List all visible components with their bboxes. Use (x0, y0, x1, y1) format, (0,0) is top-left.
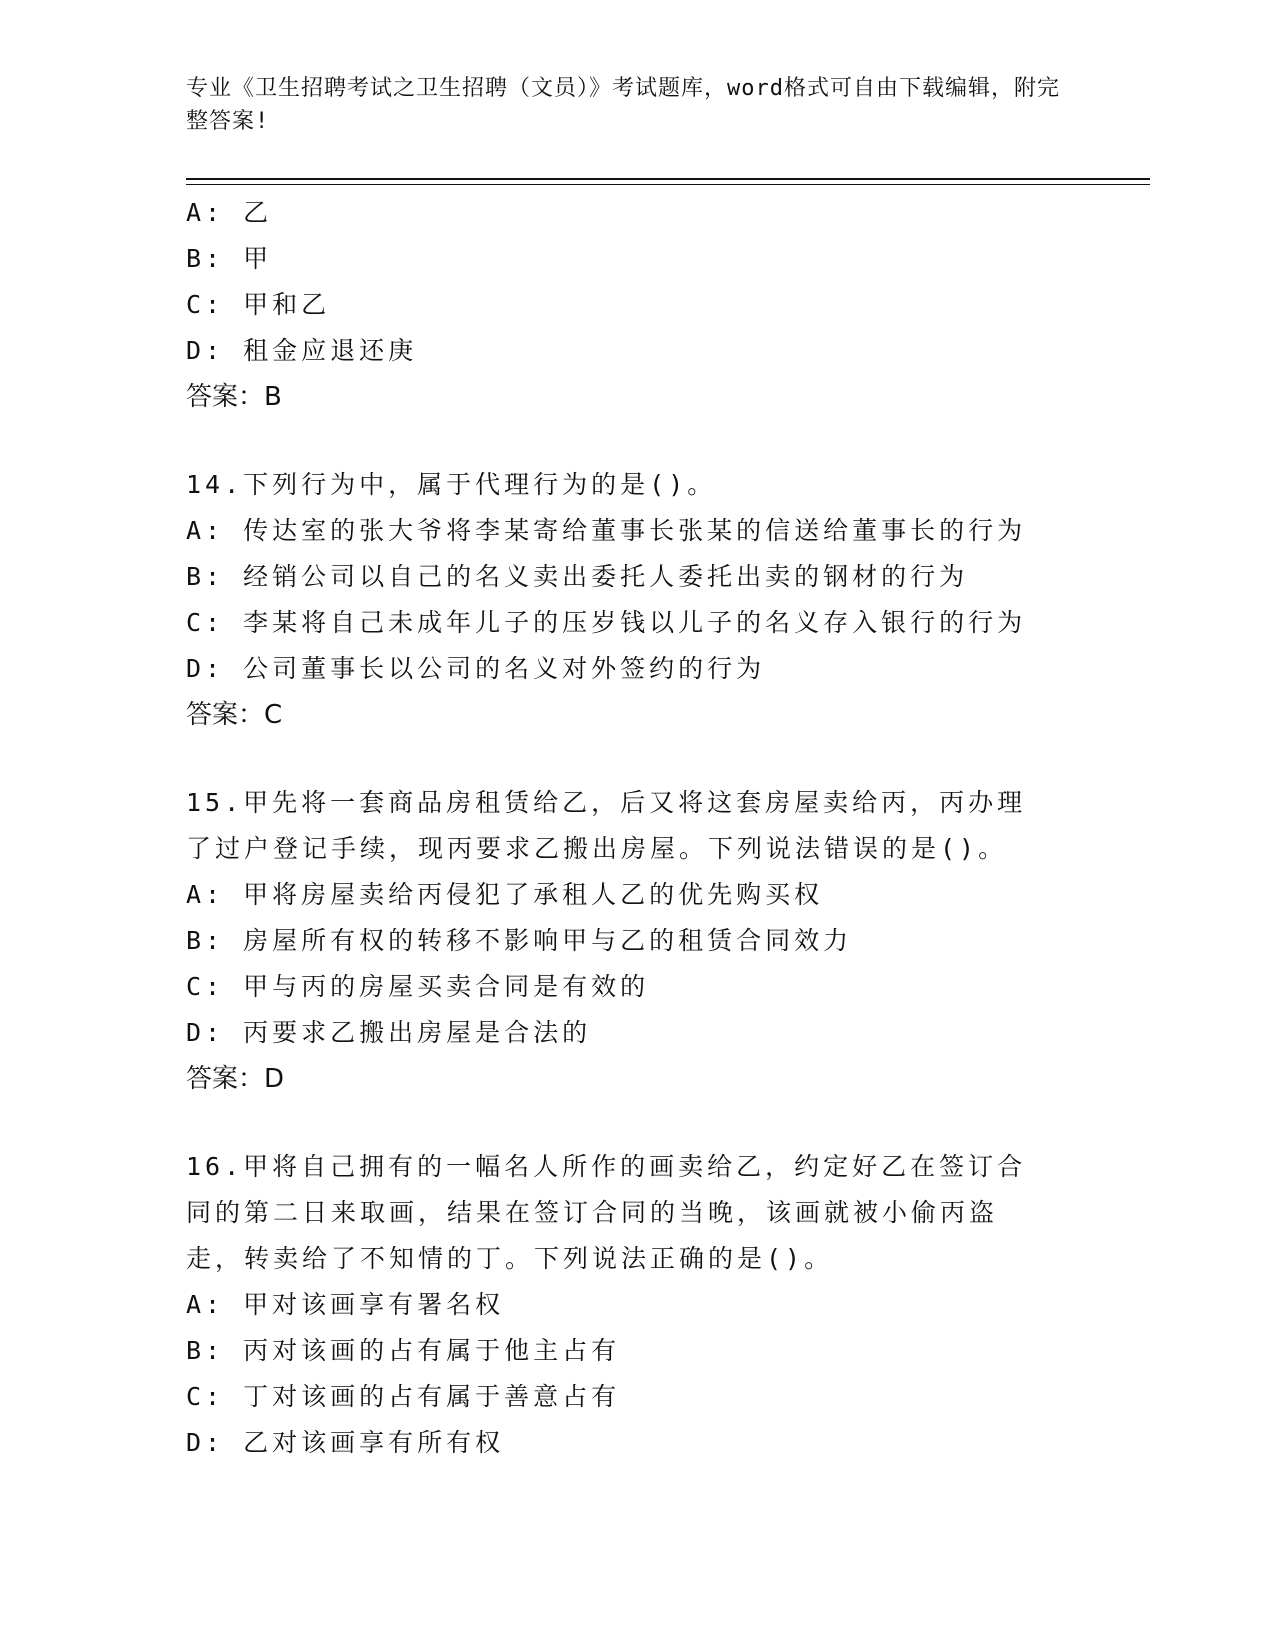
spacer (186, 420, 1086, 462)
option-a (186, 190, 1086, 236)
question-text: 15.甲先将一套商品房租赁给乙，后又将这套房屋卖给丙，丙办理了过户登记手续，现丙要求乙搬出房屋。下列说法错误的是()。 (186, 788, 1027, 863)
option-label: A: (186, 516, 244, 545)
option-b (186, 236, 1086, 282)
option-text: 公司董事长以公司的名义对外签约的行为 (243, 654, 766, 683)
option-d (186, 1010, 1086, 1056)
header-divider-thick (186, 178, 1150, 180)
option-c (186, 600, 1086, 646)
option-label: B: (186, 244, 244, 273)
option-a (186, 508, 1086, 554)
option-label: B: (186, 562, 244, 591)
option-text: 丙要求乙搬出房屋是合法的 (243, 1018, 592, 1047)
option-c (186, 1374, 1086, 1420)
answer: 答案：C (186, 700, 283, 730)
option-text: 丙对该画的占有属于他主占有 (243, 1336, 621, 1365)
option-d (186, 328, 1086, 374)
option-label: A: (186, 880, 244, 909)
option-text: 甲将房屋卖给丙侵犯了承租人乙的优先购买权 (243, 880, 824, 909)
answer: 答案：B (186, 382, 282, 412)
option-text: 乙 (243, 198, 273, 227)
option-label: C: (186, 972, 244, 1001)
option-text: 甲对该画享有署名权 (243, 1290, 505, 1319)
option-label: D: (186, 1018, 244, 1047)
option-text: 甲与丙的房屋买卖合同是有效的 (243, 972, 650, 1001)
option-text: 甲 (243, 244, 273, 273)
option-label: B: (186, 1336, 244, 1365)
option-b (186, 554, 1086, 600)
document-header (186, 72, 1066, 138)
option-text: 经销公司以自己的名义卖出委托人委托出卖的钢材的行为 (243, 562, 969, 591)
option-d (186, 646, 1086, 692)
option-b (186, 918, 1086, 964)
option-label: C: (186, 608, 244, 637)
option-label: D: (186, 1428, 244, 1457)
option-a (186, 1282, 1086, 1328)
option-label: C: (186, 290, 244, 319)
option-c (186, 964, 1086, 1010)
question-block-16 (186, 1144, 1086, 1466)
question-text: 14.下列行为中，属于代理行为的是()。 (186, 470, 717, 499)
option-a (186, 872, 1086, 918)
option-label: B: (186, 926, 244, 955)
option-text: 租金应退还庚 (243, 336, 418, 365)
option-text: 房屋所有权的转移不影响甲与乙的租赁合同效力 (243, 926, 853, 955)
question-block-14 (186, 462, 1086, 738)
option-label: C: (186, 1382, 244, 1411)
option-label: D: (186, 654, 244, 683)
spacer (186, 1102, 1086, 1144)
option-d (186, 1420, 1086, 1466)
question-block-15 (186, 780, 1086, 1102)
header-divider-thin (186, 184, 1150, 185)
option-text: 甲和乙 (243, 290, 331, 319)
option-label: A: (186, 198, 244, 227)
option-text: 李某将自己未成年儿子的压岁钱以儿子的名义存入银行的行为 (243, 608, 1027, 637)
header-text: 专业《卫生招聘考试之卫生招聘（文员）》考试题库，word格式可自由下载编辑，附完整答案! (186, 76, 1060, 134)
option-label: A: (186, 1290, 244, 1319)
question-list (186, 190, 1086, 1466)
answer: 答案：D (186, 1064, 285, 1094)
spacer (186, 738, 1086, 780)
option-text: 丁对该画的占有属于善意占有 (243, 1382, 621, 1411)
option-label: D: (186, 336, 244, 365)
question-block-13 (186, 190, 1086, 420)
option-c (186, 282, 1086, 328)
option-b (186, 1328, 1086, 1374)
option-text: 乙对该画享有所有权 (243, 1428, 505, 1457)
question-text: 16.甲将自己拥有的一幅名人所作的画卖给乙，约定好乙在签订合同的第二日来取画，结果在签订合同的当晚，该画就被小偷丙盗走，转卖给了不知情的丁。下列说法正确的是()。 (186, 1152, 1027, 1273)
option-text: 传达室的张大爷将李某寄给董事长张某的信送给董事长的行为 (243, 516, 1027, 545)
